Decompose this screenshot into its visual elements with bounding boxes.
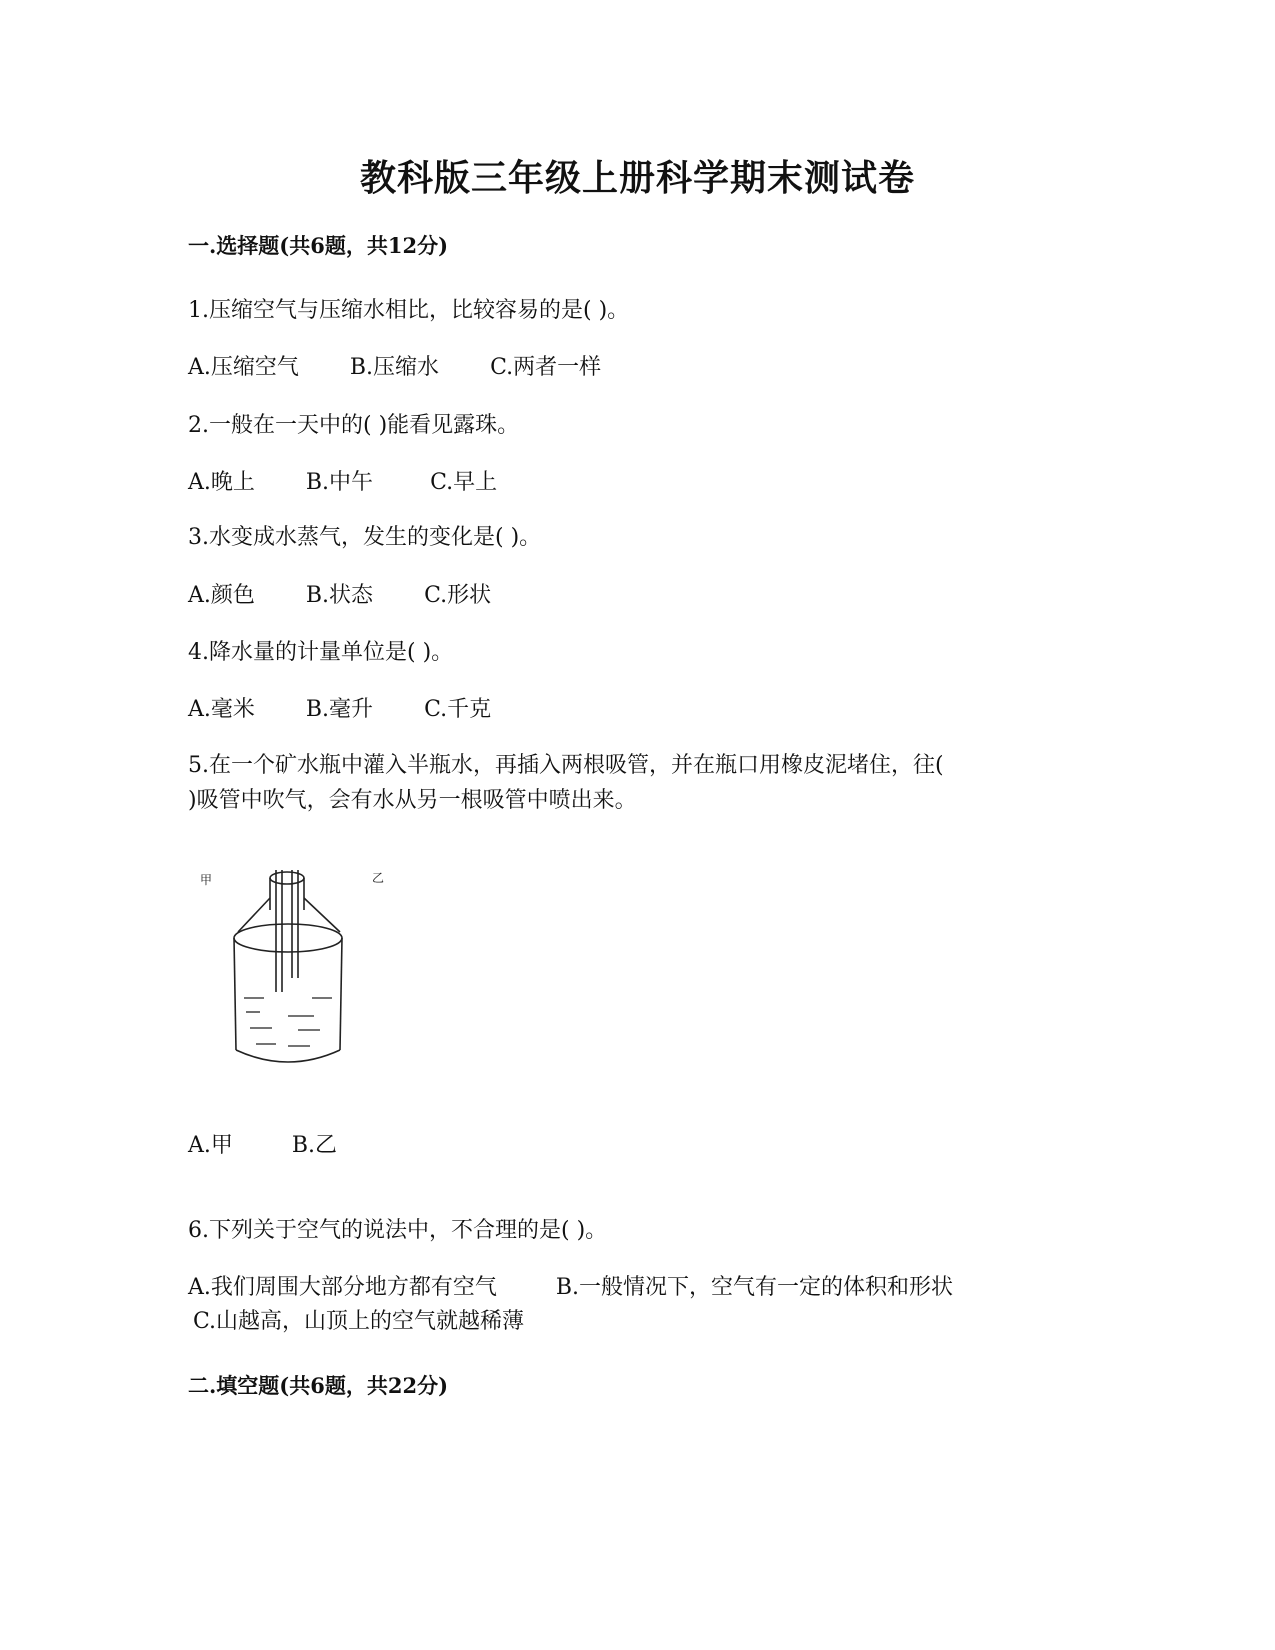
option-a: A.晚上 [188,470,255,495]
option-b: B.中午 [305,470,374,495]
question-4-stem: 4.降水量的计量单位是( )。 [188,640,454,665]
question-4-options [188,692,491,723]
option-b: B.乙 [291,1133,338,1158]
question-1-options [188,350,601,381]
option-b: B.压缩水 [349,355,440,380]
question-3-stem: 3.水变成水蒸气，发生的变化是( )。 [188,525,542,550]
question-6-options-row1 [188,1270,953,1301]
label-yi: 乙 [372,871,385,885]
option-b: B.状态 [305,583,374,608]
option-c: C.形状 [424,583,492,608]
question-1-stem: 1.压缩空气与压缩水相比，比较容易的是( )。 [188,298,630,323]
section-heading-choice: 一.选择题(共6题，共12分) [188,233,449,258]
label-jia: 甲 [200,873,213,887]
question-5-stem-line1: 5.在一个矿水瓶中灌入半瓶水，再插入两根吸管，并在瓶口用橡皮泥堵住，往( [188,753,944,778]
water-lines [244,998,332,1046]
option-a: A.毫米 [188,697,255,722]
question-6-stem: 6.下列关于空气的说法中，不合理的是( )。 [188,1218,608,1243]
bottle-straws-diagram [180,870,420,1120]
question-6-options-row2 [193,1304,524,1335]
question-2-options [188,465,497,496]
option-b: B.毫升 [305,697,374,722]
page-title: 教科版三年级上册科学期末测试卷 [359,157,915,199]
section-heading-fill-in: 二.填空题(共6题，共22分) [188,1373,449,1398]
option-a: A.颜色 [188,583,255,608]
question-2-stem: 2.一般在一天中的( )能看见露珠。 [188,413,520,438]
option-b: B.一般情况下，空气有一定的体积和形状 [555,1275,954,1300]
question-5-stem-line2: )吸管中吹气，会有水从另一根吸管中喷出来。 [188,788,637,813]
bottle-mouth [270,872,304,884]
bottle-top-ellipse [234,924,342,952]
straw-right [298,870,385,978]
bottle-diagram-svg [180,870,420,1120]
option-a: A.我们周围大部分地方都有空气 [188,1275,497,1300]
option-c: C.早上 [430,470,498,495]
option-a: A.压缩空气 [188,355,299,380]
option-c: C.两者一样 [490,355,602,380]
option-a: A.甲 [188,1133,233,1158]
question-3-options [188,578,491,609]
option-c: C.千克 [424,697,492,722]
option-c: C.山越高，山顶上的空气就越稀薄 [193,1309,525,1334]
question-5-options [188,1128,337,1159]
